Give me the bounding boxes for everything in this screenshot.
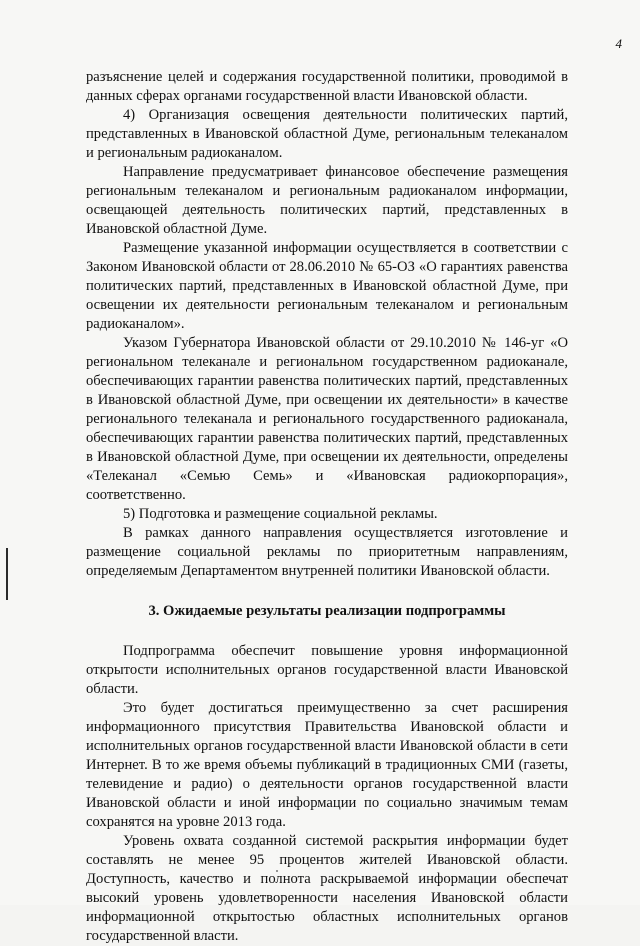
paragraph-item-5: 5) Подготовка и размещение социальной рекламы.: [123, 506, 438, 522]
paragraph-social-ads: В рамках данного направления осуществляется изготовление и размещение социальной рекламы по приоритетным направлениям, определяемым Департаментом внутренней политики Ивановской области.: [86, 525, 568, 579]
section-heading: 3. Ожидаемые результаты реализации подпрограммы: [148, 603, 506, 619]
paragraph-law-reference: Размещение указанной информации осуществляется в соответствии с Законом Ивановской области от 28.06.2010 № 65-ОЗ «О гарантиях равенства политических партий, представленных в Ивановской областной Думе, при освещении их деятельности региональным телеканалом и региональным радиоканалом».: [86, 240, 568, 332]
paragraph-item-4: 4) Организация освещения деятельности политических партий, представленных в Ивановской областной Думе, региональным телеканалом и региональным радиоканалом.: [86, 107, 568, 161]
spacer: [86, 621, 568, 642]
page-number: 4: [615, 36, 622, 51]
paragraph-continuation: разъяснение целей и содержания государственной политики, проводимой в данных сферах органами государственной власти Ивановской области.: [86, 69, 568, 104]
document-body: [86, 68, 568, 946]
paragraph-governor-decree: Указом Губернатора Ивановской области от 29.10.2010 № 146-уг «О региональном телеканале и региональном государственном радиоканале, обеспечивающих гарантии равенства политических партий, представленных в Ивановской областной Думе, при освещении их деятельности» в качестве регионального телеканала и регионального государственного радиоканала, обеспечивающих гарантии равенства политических партий, представленных в Ивановской областной Думе, при освещении их деятельности, определены «Телеканал «Семью Семь» и «Ивановская радиокорпорация», соответственно.: [86, 335, 568, 503]
paragraph-openness: Подпрограмма обеспечит повышение уровня информационной открытости исполнительных органов государственной власти Ивановской области.: [86, 643, 568, 697]
paragraph-funding: Направление предусматривает финансовое обеспечение размещения региональным телеканалом и региональным радиоканалом информации, освещающей деятельность политических партий, представленных в Ивановской областной Думе.: [86, 164, 568, 237]
paragraph-coverage: Уровень охвата созданной системой раскрытия информации будет составлять не менее 95 процентов жителей Ивановской области. Доступность, качество и полнота раскрываемой информации обеспечат высокий уровень удовлетворенности населения Ивановской области информационной открытостью областных исполнительных органов государственной власти.: [86, 833, 568, 944]
margin-mark: [6, 548, 8, 600]
paragraph-internet-presence: Это будет достигаться преимущественно за счет расширения информационного присутствия Правительства Ивановской области и исполнительных органов государственной власти Ивановской области в сети Интернет. В то же время объемы публикаций в традиционных СМИ (газеты, телевидение и радио) о деятельности органов государственной власти Ивановской области и иной информации по социально значимым темам сохранятся на уровне 2013 года.: [86, 700, 568, 830]
spacer: [86, 581, 568, 602]
